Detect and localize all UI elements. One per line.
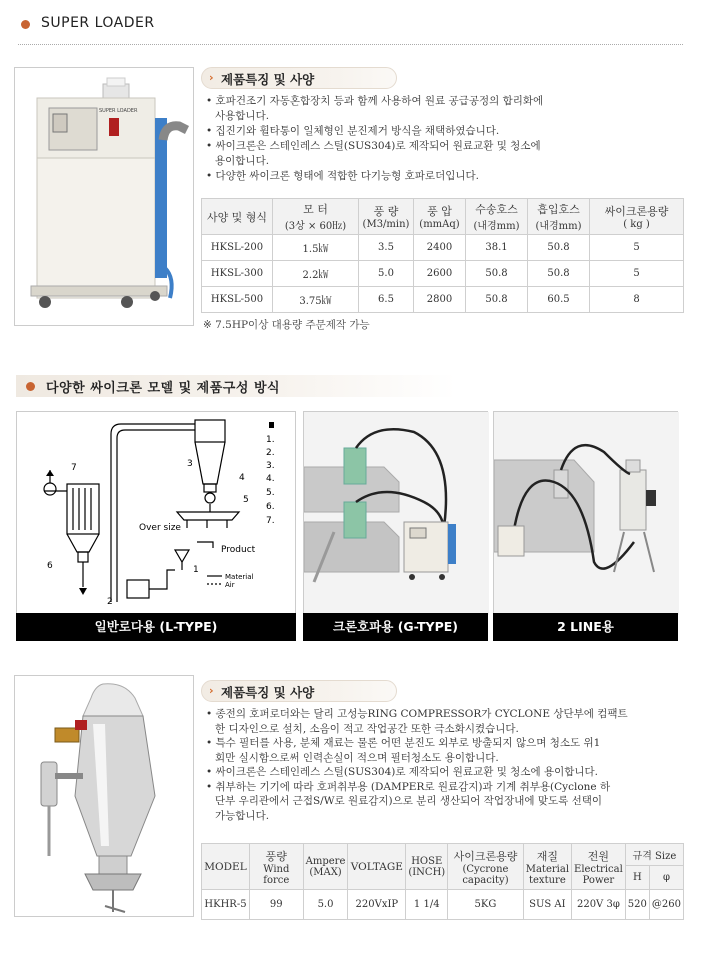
table-header: 사이크론용량 (Cycrone capacity) bbox=[448, 844, 524, 890]
ring-compressor-loader-photo bbox=[14, 675, 194, 917]
diagram-label-material: Material bbox=[225, 573, 254, 581]
list-item: • 호파건조기 자동혼합장치 등과 함께 사용하여 원료 공급공정의 합리화에 bbox=[206, 95, 544, 107]
table-cell: 220VxIP bbox=[348, 890, 406, 920]
caption-l-type: 일반로다용 (L-TYPE) bbox=[16, 613, 296, 641]
diagram-label-air: Air bbox=[225, 581, 235, 589]
table-header-row bbox=[202, 844, 684, 866]
section-title-super-loader: SUPER LOADER bbox=[41, 15, 155, 31]
table-cell: HKHR-5 bbox=[202, 890, 250, 920]
diagram-callout: 5 bbox=[243, 495, 249, 505]
diagram-number: 4. bbox=[266, 474, 275, 484]
diagram-number: 1. bbox=[266, 435, 275, 445]
table-header: 흡입호스 (내경mm) bbox=[528, 199, 590, 235]
table-cell: @260 bbox=[649, 890, 683, 920]
super-loader-photo bbox=[14, 67, 194, 326]
table-cell: 50.8 bbox=[528, 261, 590, 287]
table-cell: 5.0 bbox=[303, 890, 348, 920]
l-type-diagram bbox=[16, 411, 296, 614]
table-row bbox=[202, 261, 684, 287]
list-item: 사용합니다. bbox=[215, 110, 270, 122]
list-item: • 싸이크론은 스테인레스 스틸(SUS304)로 제작되어 원료교환 및 청소에 용이합니다. bbox=[206, 766, 598, 778]
diagram-label-over-size: Over size bbox=[139, 523, 181, 533]
caption-2-line: 2 LINE용 bbox=[493, 613, 678, 641]
table-cell: 5.0 bbox=[359, 261, 414, 287]
table-cell: 520 bbox=[625, 890, 649, 920]
diagram-callout: 6 bbox=[47, 561, 53, 571]
diagram-number: 2. bbox=[266, 448, 275, 458]
list-item: 회만 실시함으로써 인력손실이 적으며 필터청소도 용이합니다. bbox=[215, 751, 499, 764]
table-cell: HKSL-500 bbox=[202, 287, 273, 313]
table-cell: 3.75㎾ bbox=[273, 287, 359, 313]
section-bullet-icon bbox=[21, 20, 30, 29]
table-cell: 1 1/4 bbox=[406, 890, 448, 920]
section-title-cyclone-models: 다양한 싸이크론 모델 및 제품구성 방식 bbox=[46, 381, 281, 396]
table-cell: 60.5 bbox=[528, 287, 590, 313]
machine-label: SUPER LOADER bbox=[99, 108, 138, 114]
table-cell: 50.8 bbox=[528, 235, 590, 261]
table-cell: HKSL-300 bbox=[202, 261, 273, 287]
diagram-number: 6. bbox=[266, 502, 275, 512]
caption-g-type: 크론호파용 (G-TYPE) bbox=[303, 613, 488, 641]
table-header: 재질 Material texture bbox=[523, 844, 571, 890]
table-cell: 99 bbox=[249, 890, 303, 920]
table-header: 모 터 (3상 × 60㎐) bbox=[273, 199, 359, 235]
list-item: 가능합니다. bbox=[215, 809, 270, 822]
table-header: 수송호스 (내경mm) bbox=[466, 199, 528, 235]
chevron-right-icon: › bbox=[209, 684, 214, 697]
table-header: φ bbox=[649, 866, 683, 890]
list-item: 한 디자인으로 설치, 소음이 적고 작업공간 또한 극소화시켰습니다. bbox=[215, 722, 519, 735]
g-type-photo bbox=[303, 411, 488, 614]
list-item: 단부 우리관에서 근접S/W로 원료감지)으로 분리 생산되어 작업장내에 맞도록 선택이 bbox=[215, 795, 603, 807]
diagram-callout: 2 bbox=[107, 597, 113, 607]
table-cell: 5 bbox=[590, 261, 684, 287]
table-cell: 3.5 bbox=[359, 235, 414, 261]
table-cell: 38.1 bbox=[466, 235, 528, 261]
list-item: • 취부하는 기기에 따라 호퍼취부용 (DAMPER로 원료감지)과 기계 취부용(Cyclone 하 bbox=[206, 780, 611, 793]
table-cell: 5KG bbox=[448, 890, 524, 920]
table-header: MODEL bbox=[202, 844, 250, 890]
table-header: 전원 Electrical Power bbox=[572, 844, 626, 890]
table-header: 사양 및 형식 bbox=[202, 199, 273, 235]
table-cell: SUS AI bbox=[523, 890, 571, 920]
table-header-row bbox=[202, 199, 684, 235]
table-cell: 5 bbox=[590, 235, 684, 261]
table-row bbox=[202, 235, 684, 261]
table-header: 풍 량 (M3/min) bbox=[359, 199, 414, 235]
table-cell: 2400 bbox=[414, 235, 466, 261]
table-row bbox=[202, 890, 684, 920]
diagram-callout: 7 bbox=[71, 463, 77, 473]
list-item: • 특수 필터를 사용, 분체 재료는 물론 어떤 분진도 외부로 방출되지 않으며 청소도 위1 bbox=[206, 737, 601, 749]
table-cell: 50.8 bbox=[466, 261, 528, 287]
diagram-callout: 1 bbox=[193, 565, 199, 575]
table-header: VOLTAGE bbox=[348, 844, 406, 890]
table-header: 풍 압 (mmAq) bbox=[414, 199, 466, 235]
diagram-number: 7. bbox=[266, 516, 275, 526]
table-cell: 220V 3φ bbox=[572, 890, 626, 920]
table-cell: 2600 bbox=[414, 261, 466, 287]
table-cell: 6.5 bbox=[359, 287, 414, 313]
table-header: Ampere (MAX) bbox=[303, 844, 348, 890]
table-cell: 2.2㎾ bbox=[273, 261, 359, 287]
diagram-number: 5. bbox=[266, 488, 275, 498]
feature-list bbox=[206, 94, 686, 184]
table-header: HOSE (INCH) bbox=[406, 844, 448, 890]
section-bullet-icon bbox=[26, 382, 35, 391]
footnote: ※ 7.5HP이상 대용량 주문제작 가능 bbox=[203, 319, 370, 331]
table-header: 규격 Size bbox=[625, 844, 683, 866]
list-item: • 다양한 싸이크론 형태에 적합한 다기능형 호파로더입니다. bbox=[206, 170, 479, 182]
table-cell: HKSL-200 bbox=[202, 235, 273, 261]
table-header: 풍량 Wind force bbox=[249, 844, 303, 890]
chevron-right-icon: › bbox=[209, 71, 214, 84]
divider bbox=[18, 44, 683, 45]
spec-table bbox=[201, 198, 684, 313]
diagram-callout: 3 bbox=[187, 459, 193, 469]
table-cell: 50.8 bbox=[466, 287, 528, 313]
features-heading: 제품특징 및 사양 bbox=[221, 685, 315, 700]
table-cell: 2800 bbox=[414, 287, 466, 313]
list-item: • 집진기와 휠타통이 일체형인 분진제거 방식을 채택하였습니다. bbox=[206, 125, 500, 137]
two-line-photo bbox=[493, 411, 678, 614]
features-heading: 제품특징 및 사양 bbox=[221, 72, 315, 87]
list-item: • 싸이크론은 스테인레스 스틸(SUS304)로 제작되어 원료교환 및 청소에 bbox=[206, 140, 541, 152]
table-cell: 1.5㎾ bbox=[273, 235, 359, 261]
table-cell: 8 bbox=[590, 287, 684, 313]
table-header: H bbox=[625, 866, 649, 890]
spec-table-2 bbox=[201, 843, 684, 920]
list-item: 용이합니다. bbox=[215, 155, 270, 167]
table-row bbox=[202, 287, 684, 313]
feature-list bbox=[206, 707, 696, 823]
diagram-number: 3. bbox=[266, 461, 275, 471]
diagram-callout: 4 bbox=[239, 473, 245, 483]
table-header: 싸이크론용량 ( kg ) bbox=[590, 199, 684, 235]
diagram-label-product: Product bbox=[221, 545, 256, 555]
list-item: • 종전의 호퍼로더와는 달리 고성능RING COMPRESSOR가 CYCLONE 상단부에 컴팩트 bbox=[206, 708, 628, 720]
